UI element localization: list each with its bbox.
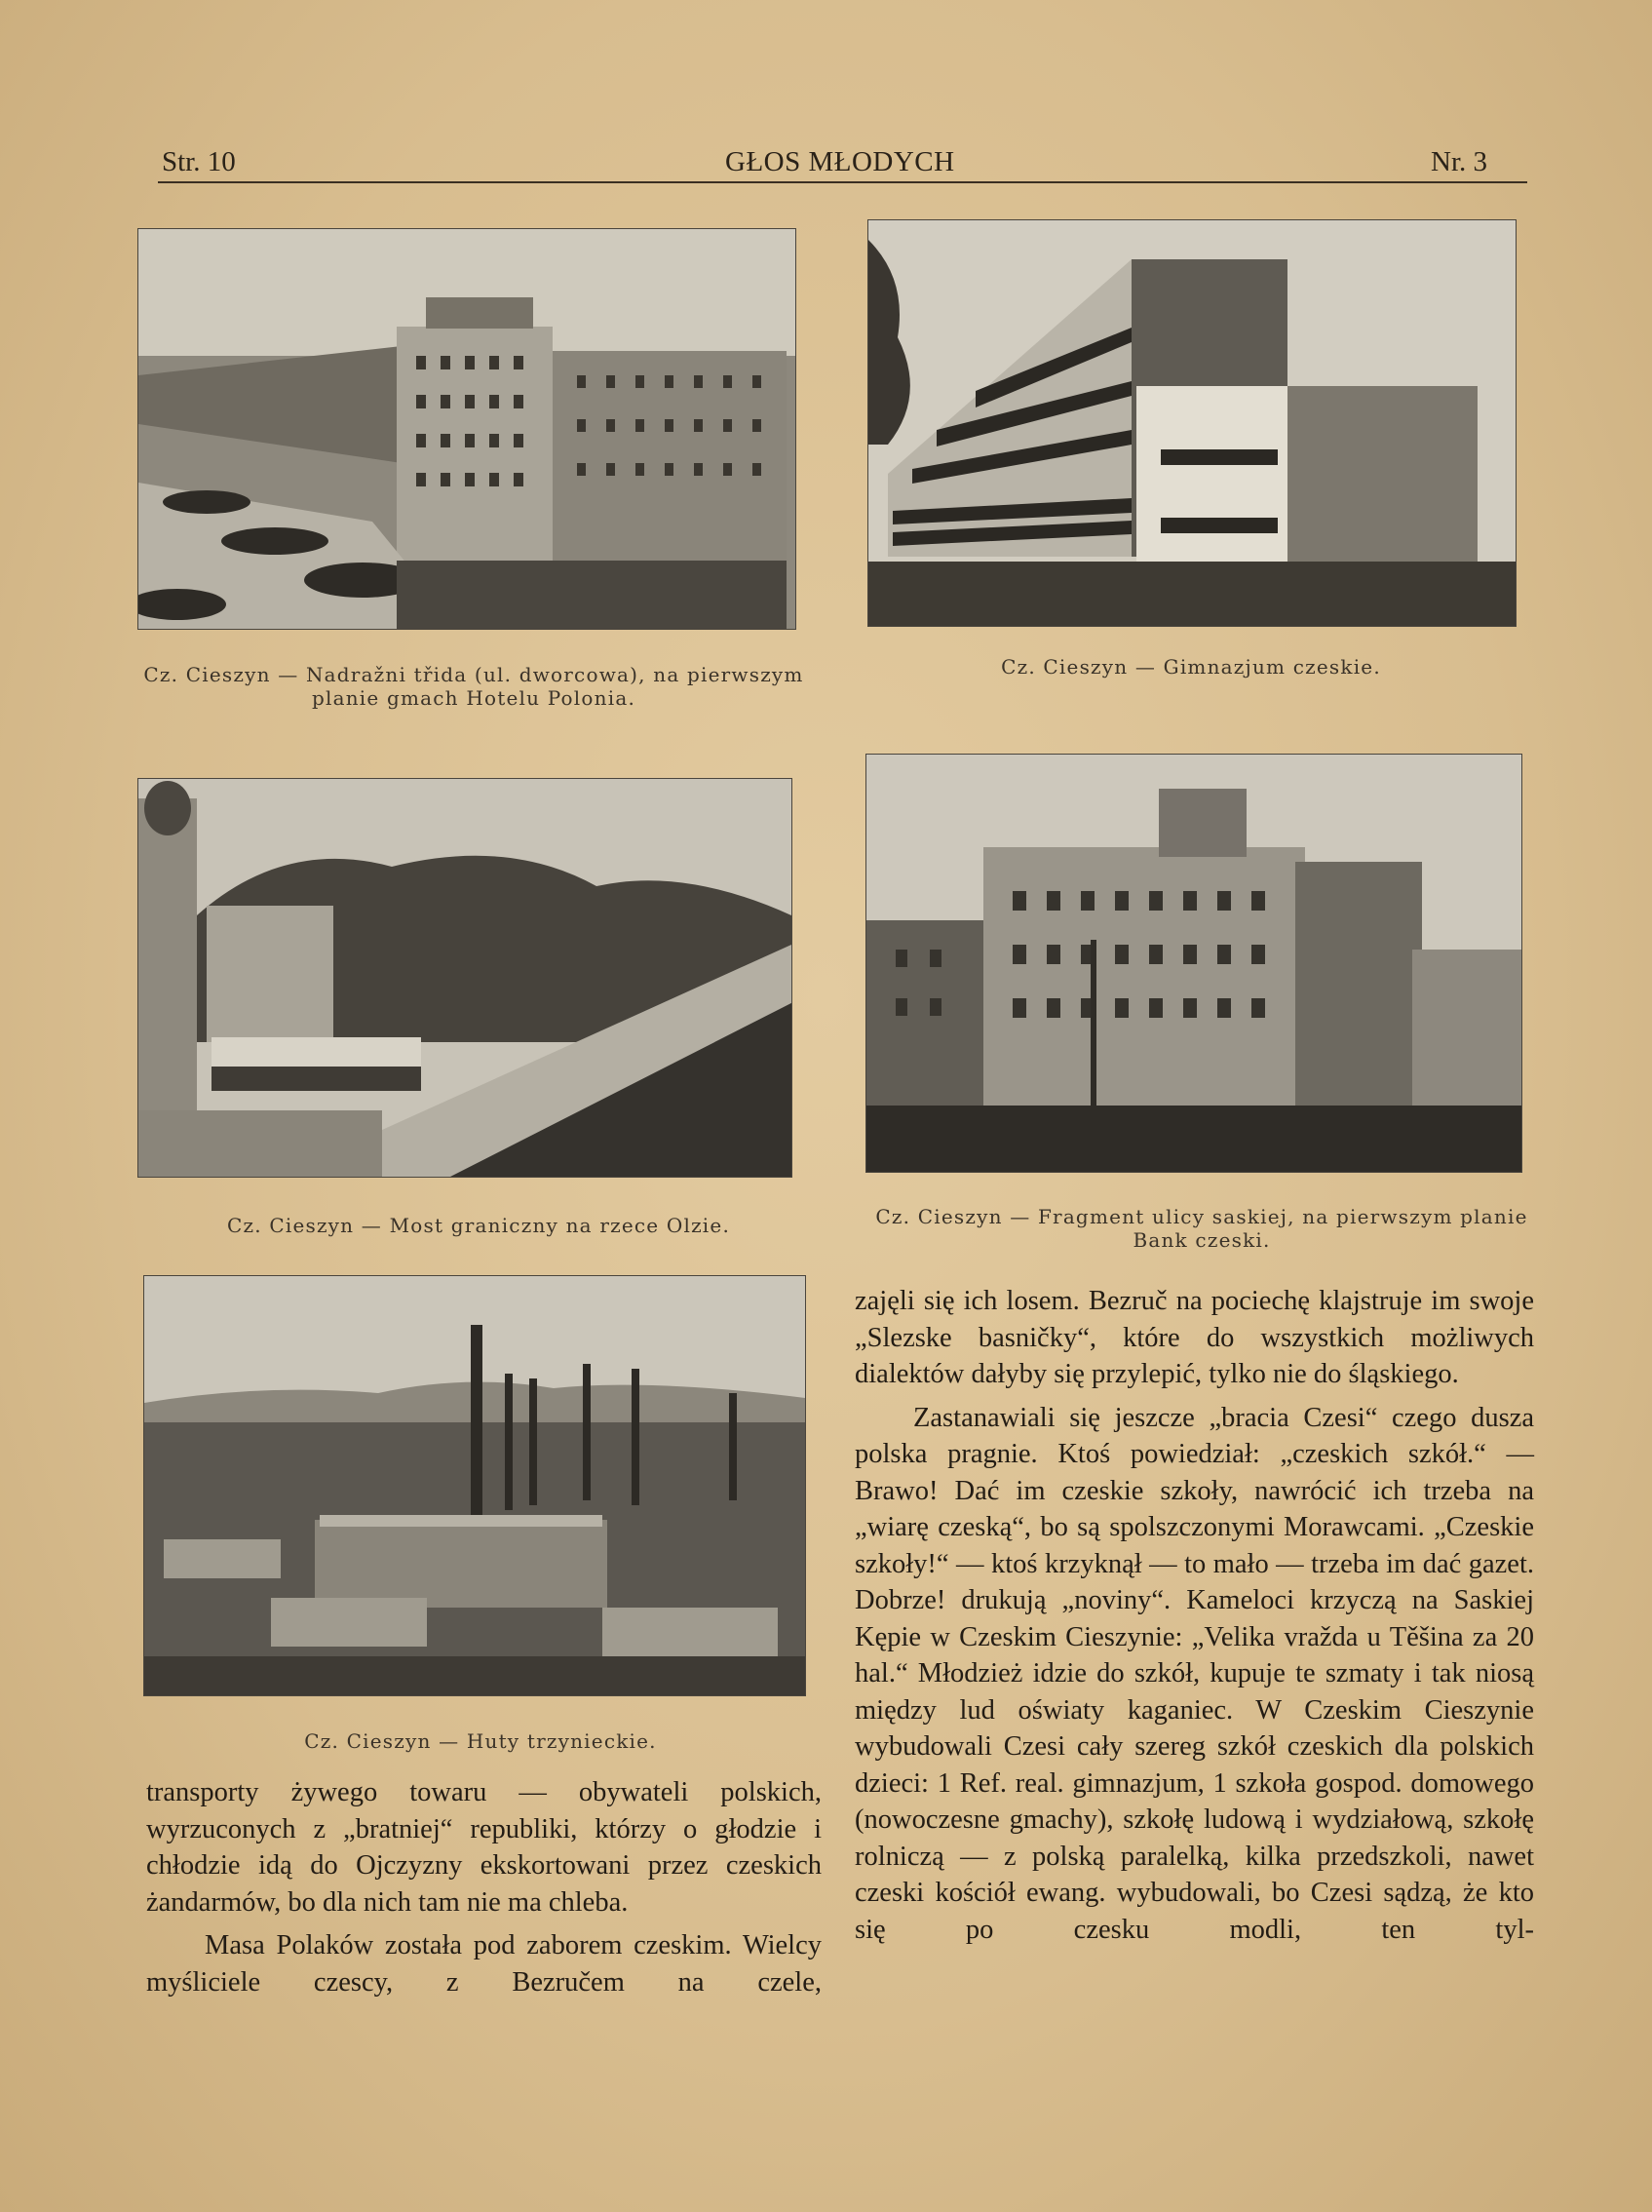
photo-caption: Cz. Cieszyn — Huty trzynieckie. <box>304 1729 657 1753</box>
street-photo-bank <box>865 754 1522 1173</box>
photo-caption: Cz. Cieszyn — Fragment ulicy saskiej, na pierwszym planie Bank czeski. <box>875 1205 1528 1252</box>
photo-caption: Cz. Cieszyn — Gimnazjum czeskie. <box>1001 655 1381 679</box>
bridge-photo-most <box>137 778 792 1178</box>
journal-title: GŁOS MŁODYCH <box>725 146 955 177</box>
issue-number: Nr. 3 <box>1431 146 1487 177</box>
page-number: Str. 10 <box>162 146 236 177</box>
header-rule <box>158 181 1527 183</box>
paragraph: transporty żywego towaru — obywateli polskich, wyrzuconych z „bratniej“ republiki, którzy o głodzie i chłodzie idą do Ojczyzny ekskortowani przez czeskich żandarmów, bo dla nich tam nie ma chleba. <box>146 1777 822 1918</box>
left-column-text <box>146 1774 822 2000</box>
building-photo-hotel-polonia <box>137 228 796 630</box>
paragraph: Masa Polaków została pod zaborem czeskim. Wielcy myśliciele czescy, z Bezručem na czele, <box>146 1930 822 1998</box>
factory-photo-huty <box>143 1275 806 1696</box>
photo-caption: Cz. Cieszyn — Most graniczny na rzece Olzie. <box>226 1214 730 1237</box>
building-photo-gimnazjum <box>867 219 1517 627</box>
paragraph: zajęli się ich losem. Bezruč na pociechę klajstruje im swoje „Slezske basničky“, które do wszystkich możliwych dialektów dałyby się przylepić, tylko nie do śląskiego. <box>855 1286 1534 1389</box>
photo-caption: Cz. Cieszyn — Nadražni třida (ul. dworcowa), na pierwszym planie gmach Hotelu Polonia. <box>143 663 804 710</box>
right-column-text <box>855 1283 1534 1948</box>
paragraph: Zastanawiali się jeszcze „bracia Czesi“ czego dusza polska pragnie. Ktoś powiedział: „czeskich szkół.“ — Brawo! Dać im czeskie szkoły, nawrócić ich trzeba na „wiarę czeską“, bo są spolszczonymi Morawcami. „Czeskie szkoły!“ — ktoś krzyknął — to mało — trzeba im dać gazet. Dobrze! drukują „noviny“. Kameloci krzyczą na Saskiej Kępie w Czeskim Cieszynie: „Velika vražda u Těšina za 20 hal.“ Młodzież idzie do szkół, kupuje te szmaty i tak niosą między lud oświaty kaganiec. W Czeskim Cieszynie wybudowali Czesi cały szereg szkół czeskich dla polskich dzieci: 1 Ref. real. gimnazjum, 1 szkoła gospod. domowego (nowoczesne gmachy), szkołę ludową i wydziałową, szkołę rolniczą — z polską paralelką, kilka przedszkoli, nawet czeski kościół ewang. wybudowali, bo Czesi sądzą, że kto się po czesku modli, ten tyl- <box>855 1402 1534 1945</box>
